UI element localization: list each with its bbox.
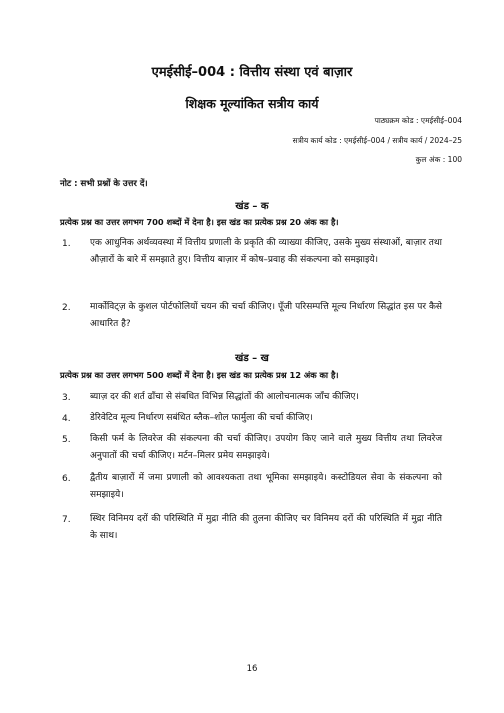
section-a-instruction: प्रत्येक प्रश्न का उत्तर लगभग 700 शब्दों में देना है। इस खंड का प्रत्येक प्रश्न 20 अंक का है। bbox=[60, 217, 339, 227]
note-text: नोट : सभी प्रश्नों के उत्तर दें। bbox=[60, 179, 148, 189]
question-number: 4. bbox=[62, 414, 71, 424]
question-number: 1. bbox=[62, 239, 71, 249]
document-title: एमईसीई–004 : वित्तीय संस्था एवं बाज़ार bbox=[151, 65, 353, 80]
question-text: किसी फर्म के लिवरेज की संकल्पना की चर्चा कीजिए। उपयोग किए जाने वाले मुख्य वित्तीय तथा लिवरेज अनुपातों की चर्चा कीजिए। मर्टन–मिलर प्रमेय समझाइये। bbox=[90, 434, 442, 461]
section-b-heading: खंड – ख bbox=[235, 353, 269, 364]
document-subtitle: शिक्षक मूल्यांकित सत्रीय कार्य bbox=[185, 96, 319, 111]
section-a-heading: खंड – क bbox=[235, 201, 269, 212]
question-text: ब्याज़ दर की शर्त ढाँचा से संबधित विभिन्न सिद्धांतों की आलोचनात्मक जाँच कीजिए। bbox=[90, 392, 359, 402]
question-number: 7. bbox=[62, 515, 71, 525]
section-b-instruction: प्रत्येक प्रश्न का उत्तर लगभग 500 शब्दों में देना है। इस खंड का प्रत्येक प्रश्न 12 अंक का है। bbox=[60, 370, 339, 380]
question-number: 5. bbox=[62, 435, 71, 445]
question-text: डेरिवेटिव मूल्य निर्धारण सबंधित ब्लैक–शोल फार्मुला की चर्चा कीजिए। bbox=[90, 413, 313, 423]
question-number: 3. bbox=[62, 393, 71, 403]
question-number: 6. bbox=[62, 474, 71, 484]
total-marks: कुल अंक : 100 bbox=[415, 155, 462, 164]
assignment-code: सत्रीय कार्य कोड : एमईसीई–004 / सत्रीय कार्य / 2024–25 bbox=[292, 136, 462, 145]
question-text: स्थिर विनिमय दरों की परिस्थिति में मुद्रा नीति की तुलना कीजिए चर विनिमय दरों की परिस्थिति में मुद्रा नीति के साथ। bbox=[90, 514, 442, 541]
question-text: द्वैतीय बाज़ारों में जमा प्रणाली को आवश्यकता तथा भूमिका समझाइये। कस्टोडियल सेवा के संकल्पना को समझाइये। bbox=[90, 473, 442, 500]
question-number: 2. bbox=[62, 303, 71, 313]
course-code: पाठ्यक्रम कोड : एमईसीई–004 bbox=[374, 116, 462, 125]
page-number: 16 bbox=[246, 664, 258, 674]
question-text: मार्कोविट्ज़ के कुशल पोर्टफोलियों चयन की चर्चा कीजिए। पूँजी परिसम्पत्ति मूल्य निर्धारण सिद्धांत इस पर कैसे आधारित है? bbox=[90, 302, 442, 329]
question-text: एक आधुनिक अर्थव्यवस्था में वित्तीय प्रणाली के प्रकृति की व्याख्या कीजिए, उसके मुख्य संस्थाओं, बाज़ार तथा औज़ारों के बारे में समझाते हुए। वित्तीय बाज़ार में कोष–प्रवाह की संकल्पना को समझाइये। bbox=[90, 238, 442, 265]
